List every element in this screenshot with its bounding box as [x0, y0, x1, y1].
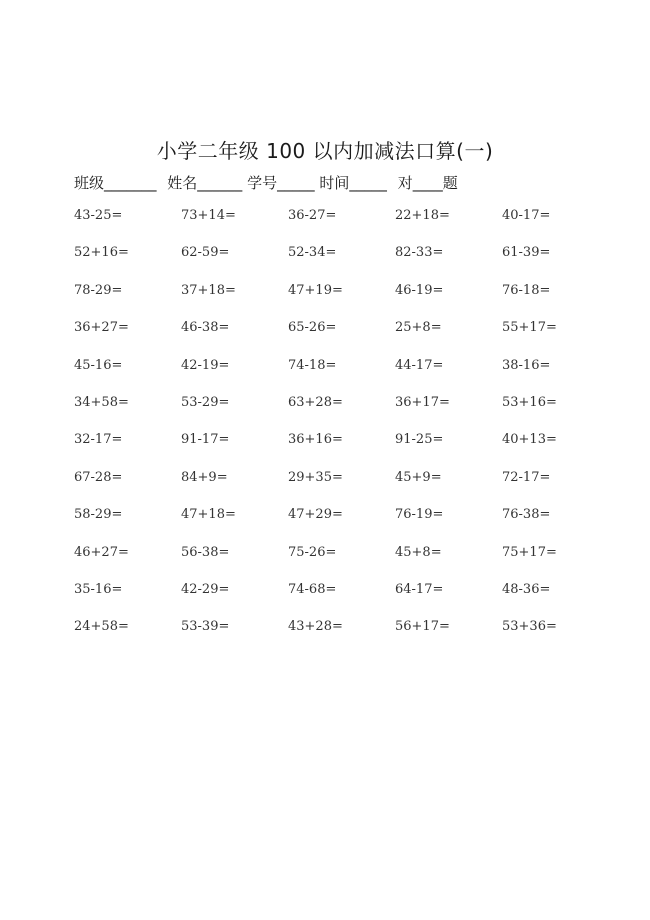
arithmetic-problem: 44-17=: [395, 357, 444, 373]
arithmetic-problem: 55+17=: [502, 320, 557, 336]
name-field-label: 姓名______: [167, 174, 243, 192]
arithmetic-problem: 22+18=: [395, 208, 450, 223]
correct-count-field-label: 对____题: [397, 174, 458, 192]
arithmetic-problem: 46+27=: [74, 544, 129, 560]
arithmetic-problem: 61-39=: [502, 245, 551, 261]
arithmetic-problem: 91-25=: [395, 432, 444, 448]
arithmetic-problem: 75+17=: [502, 544, 557, 560]
arithmetic-problem: 43-25=: [74, 208, 123, 223]
problem-row: [74, 470, 634, 507]
problem-row: [74, 358, 634, 395]
arithmetic-problem: 72-17=: [502, 469, 551, 485]
arithmetic-problem: 74-68=: [288, 581, 337, 597]
arithmetic-problem: 84+9=: [181, 469, 228, 485]
arithmetic-problem: 35-16=: [74, 581, 123, 597]
arithmetic-problem: 64-17=: [395, 581, 444, 597]
arithmetic-problem: 53+16=: [502, 394, 557, 410]
arithmetic-problem: 76-19=: [395, 507, 444, 523]
problem-row: [74, 432, 634, 469]
arithmetic-problem: 53-39=: [181, 619, 230, 635]
arithmetic-problem: 32-17=: [74, 432, 123, 448]
arithmetic-problem: 34+58=: [74, 394, 129, 410]
arithmetic-problem: 29+35=: [288, 469, 343, 485]
time-field-label: 时间_____: [319, 174, 387, 192]
problem-row: [74, 507, 634, 544]
arithmetic-problem: 76-18=: [502, 282, 551, 298]
arithmetic-problem: 45+8=: [395, 544, 442, 560]
arithmetic-problem: 91-17=: [181, 432, 230, 448]
problem-row: [74, 283, 634, 320]
arithmetic-problem: 45+9=: [395, 469, 442, 485]
arithmetic-problem: 56+17=: [395, 619, 450, 635]
problem-row: [74, 245, 634, 282]
arithmetic-problem: 37+18=: [181, 282, 236, 298]
arithmetic-problem: 46-38=: [181, 320, 230, 336]
arithmetic-problem: 36+16=: [288, 432, 343, 448]
arithmetic-problem: 38-16=: [502, 357, 551, 373]
problem-row: [74, 395, 634, 432]
student-info-line: [74, 172, 458, 193]
arithmetic-problem: 52-34=: [288, 245, 337, 261]
arithmetic-problem: 25+8=: [395, 320, 442, 336]
arithmetic-problem: 46-19=: [395, 282, 444, 298]
arithmetic-problem: 73+14=: [181, 208, 236, 223]
problem-row: [74, 582, 634, 619]
arithmetic-problem: 42-19=: [181, 357, 230, 373]
arithmetic-problem: 45-16=: [74, 357, 123, 373]
arithmetic-problem: 52+16=: [74, 245, 129, 261]
arithmetic-problem: 47+18=: [181, 507, 236, 523]
arithmetic-problem: 56-38=: [181, 544, 230, 560]
problem-grid: [74, 208, 634, 657]
problem-row: [74, 545, 634, 582]
arithmetic-problem: 24+58=: [74, 619, 129, 635]
arithmetic-problem: 82-33=: [395, 245, 444, 261]
arithmetic-problem: 40+13=: [502, 432, 557, 448]
arithmetic-problem: 53+36=: [502, 619, 557, 635]
arithmetic-problem: 65-26=: [288, 320, 337, 336]
arithmetic-problem: 62-59=: [181, 245, 230, 261]
student-id-field-label: 学号_____: [247, 174, 315, 192]
arithmetic-problem: 63+28=: [288, 394, 343, 410]
problem-row: [74, 320, 634, 357]
arithmetic-problem: 47+29=: [288, 507, 343, 523]
arithmetic-problem: 36+27=: [74, 320, 129, 336]
problem-row: [74, 619, 634, 656]
class-field-label: 班级_______: [74, 174, 157, 192]
arithmetic-problem: 76-38=: [502, 507, 551, 523]
problem-row: [74, 208, 634, 245]
arithmetic-problem: 36-27=: [288, 208, 337, 223]
arithmetic-problem: 48-36=: [502, 581, 551, 597]
arithmetic-problem: 74-18=: [288, 357, 337, 373]
arithmetic-problem: 75-26=: [288, 544, 337, 560]
arithmetic-problem: 42-29=: [181, 581, 230, 597]
arithmetic-problem: 36+17=: [395, 394, 450, 410]
arithmetic-problem: 47+19=: [288, 282, 343, 298]
arithmetic-problem: 67-28=: [74, 469, 123, 485]
arithmetic-problem: 53-29=: [181, 394, 230, 410]
worksheet-title: 小学二年级 100 以内加减法口算(一): [156, 139, 494, 163]
arithmetic-problem: 40-17=: [502, 208, 551, 223]
arithmetic-problem: 78-29=: [74, 282, 123, 298]
arithmetic-problem: 58-29=: [74, 507, 123, 523]
arithmetic-problem: 43+28=: [288, 619, 343, 635]
